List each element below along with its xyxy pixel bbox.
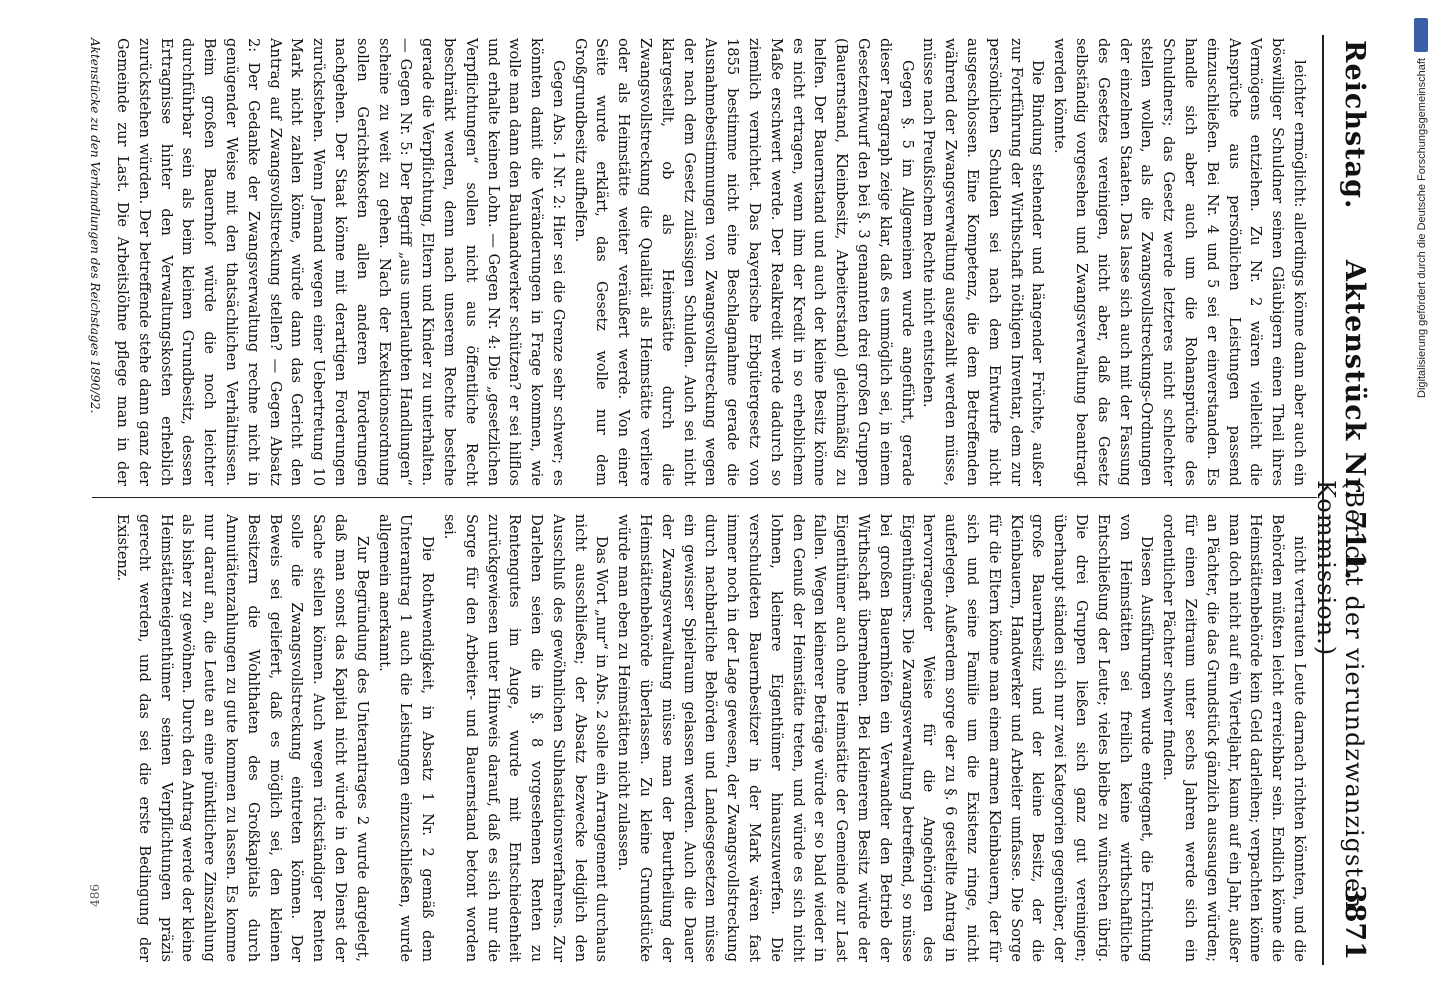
right-paragraph: Das Wort „nur“ in Abs. 2 solle ein Arrangement durchaus nicht ausschließen; der Absatz bezwecke lediglich den Ausschluß des gewöhnlichen Subhastationsverfahrens. Zur Darlehen seien die in §. 8 vorgesehenen Renten zu Rentengutes im Auge, wurde mit Entschiedenheit zurückgewiesen unter Hinweis darauf, daß es sich nur die Sorge für den Arbeiter- und Bauernstand betont worden sei. bbox=[440, 514, 611, 962]
header-page-number: 3871 bbox=[1339, 884, 1370, 960]
page-mark: 486 bbox=[88, 884, 102, 907]
header-aktenstueck: Aktenstück Nr. 711. bbox=[1339, 260, 1370, 581]
right-paragraph: Zur Begründung des Unterantrages 2 wurde dargelegt, daß man sonst das Kapital nicht würde in den Dienst der Sache stellen können. Auch wegen rückständiger Renten solle die Zwangsvollstreckung eintreten können. Der Beweis sei geliefert, daß es möglich sei, den kleinen Besitzern die Wohlthaten des Großkapitals durch Annuitätenzahlungen zu gute kommen zu lassen. Es komme nur darauf an, die Leute an eine pünktlichere Zinszahlung als bisher zu gewöhnen. Durch den Antrag werde der kleine Heimstätteneigenthümer seinen Verpflichtungen präzis gerecht werden, und das sei die erste Bedingung der Existenz. bbox=[113, 514, 371, 962]
right-paragraph: Die Rothwendigkeit, in Absatz 1 Nr. 2 gemäß dem Unterantrag 1 auch die Leistungen einzuschließen, wurde allgemein anerkannt. bbox=[375, 514, 437, 962]
left-paragraph: leichter ermöglicht: allerdings könne dann aber auch ein böswilliger Schuldner seinen Gläubigern einen Theil ihres Vermögens entziehen. Zu Nr. 2 wären vielleicht die Ansprüche aus persönlichen Leistungen passend einzuschließen. Bei Nr. 4 und 5 sei er einverstanden. Es handle sich aber auch um die Rohansprüche des Schuldners; das Gesetz werde letzteres nicht schlechter stellen wollen, als die Zwangsvollstreckungs-Ordnungen der einzelnen Staaten. Das lasse sich auch mit der Fassung des Gesetzes vereinigen, nicht aber, daß das Gesetz selbständig vorgesehen und Zwangsverwaltung beantragt werden könnte. bbox=[1051, 38, 1308, 486]
header-reichstag: Reichstag. bbox=[1339, 40, 1370, 210]
header-bericht: (Bericht der vierundzwanzigsten Kommission.) bbox=[1312, 480, 1368, 910]
page-header bbox=[1312, 40, 1370, 960]
dfg-credit-text: Digitalisierung gefördert durch die Deutsche Forschungsgemeinschaft bbox=[1416, 58, 1428, 398]
right-column bbox=[110, 514, 1310, 962]
column-rule bbox=[92, 497, 1317, 498]
right-paragraph: Diesen Ausführungen wurde entgegnet, die Errichtung von Heimstätten sei freilich keine wirthschaftliche Entschließung der Leute; vieles bleibe zu wünschen übrig. Die drei Gruppen ließen sich ganz gut vereinigen; überhaupt ständen sich nur zwei Kategorien gegenüber, der große Bauernbesitz und der kleine Besitz, der die Kleinbauern, Handwerker und Arbeiter umfasse. Die Sorge für die Eltern könne man einem armen Kleinbauern, der für sich und seine Familie um die Existenz ringe, nicht auferlegen. Außerdem sorge der zu §. 6 gestellte Antrag in hervorragender Weise für die Angehörigen des Eigenthümers. Die Zwangsverwaltung betreffend, so müsse bei großen Bauernhöfen ein Verwandter den Betrieb der Wirthschaft übernehmen. Bei kleinerem Besitz würde der Eigenthümer auch ohne Heimstätte der Gemeinde zur Last fallen. Wegen kleinerer Beträge würde er so bald wieder in den Genuß der Heimstätte treten, und würde es sich nicht lohnen, kleinere Eigenthümer hinauszuwerfen. Die verschuldeten Bauernbesitzer in der Mark wären fast immer noch in der Lage gewesen, der Zwangsvollstreckung durch nachbarliche Behörden und Landesgesetzen müsse ein gewisser Spielraum gelassen werden. Auch die Dauer der Zwangsverwaltung müsse man der Beurtheilung der Heimstättenbehörde überlassen. Zu kleine Grundstücke würde man eben zu Heimstätten nicht zulassen. bbox=[615, 514, 1156, 962]
right-paragraph: nicht vertrauten Leute darnach richten könnten, und die Behörden müßten leicht erreichbar sein. Endlich könne die Heimstättenbehörde kein Geld darleihen; verpachten könne man doch nicht auf ein Vierteljahr, kaum auf ein Jahr, außer an Pächter, die das Grundstück gänzlich aussaugen würden; für einen Zeitraum unter sechs Jahren werde sich ein ordentlicher Pächter schwer finden. bbox=[1160, 514, 1308, 962]
left-paragraph: Die Bindung stehender und hängender Früchte, außer zur Fortführung der Wirthschaft nöthigen Inventar, dem zur persönlichen Schulden sei nach dem Entwurfe nicht ausgeschlossen. Eine Kompetenz, die dem Betreffenden während der Zwangsverwaltung ausgezahlt werden müsse, müsse nach Preußischem Rechte nicht entstehen. bbox=[920, 38, 1047, 486]
right-paragraph bbox=[110, 514, 111, 962]
dfg-logo bbox=[1414, 18, 1428, 52]
footnote: Aktenstücke zu den Verhandlungen des Reichstages 1890/92. bbox=[88, 38, 102, 414]
header-rule bbox=[1322, 35, 1324, 965]
left-column bbox=[110, 38, 1310, 486]
dfg-sidebar bbox=[1414, 18, 1428, 798]
left-paragraph: Gegen §. 5 im Allgemeinen wurde angeführt, gerade dieser Paragraph zeige klar, daß es unmöglich sei, in einem Gesetzentwurf den bei §. 3 genannten drei großen Gruppen (Bauernstand, Kleinbesitz, Arbeiterstand) gleichmäßig zu helfen. Der Bauernstand und auch der kleine Besitz könne es nicht ertragen, wenn ihm der Kredit in so erheblichem Maße erschwert werde. Der Realkredit werde dadurch so ziemlich vernichtet. Das bayerische Erbgütergesetz von 1855 bestimme nicht eine Beschlagnahme gerade die Ausnahmebestimmungen von Zwangsvollstreckung wegen der nach dem Gesetz zulässigen Schulden. Auch sei nicht klargestellt, ob als Heimstätte durch die Zwangsvollstreckung die Qualität als Heimstätte verliere oder als Heimstätte weiter veräußert werde. Von einer Seite wurde erklärt, das Gesetz wolle nur dem Großgrundbesitz aufhelfen. bbox=[571, 38, 916, 486]
left-paragraph: Gegen Abs. 1 Nr. 2: Hier sei die Grenze sehr schwer; es könnten damit die Veränderungen in Frage kommen, wie wolle man dann den Bauhandwerker schützen? er sei hilflos und erhalte keinen Lohn. — Gegen Nr. 4: Die „gesetzlichen Verpflichtungen“ sollen nicht aus öffentliche Recht beschränkt werden, denn nach unserem Rechte bestehe gerade die Verpflichtung, Eltern und Kinder zu unterhalten. — Gegen Nr. 5: Der Begriff „aus unerlaubten Handlungen“ scheine zu weit zu gehen. Nach der Exekutionsordnung sollen Gerichtskosten allen anderen Forderungen nachgehen. Der Staat könne mit derartigen Forderungen zurückstehen. Wenn Jemand wegen einer Uebertretung 10 Mark nicht zahlen könne, würde dann das Gericht den Antrag auf Zwangsvollstreckung stellen? — Gegen Absatz 2: Der Gedanke der Zwangsverwaltung rechne nicht in genügender Weise mit den thatsächlichen Verhältnissen. Beim großen Bauernhof würde die noch leichter durchführbar sein als beim kleinen Grundbesitz, dessen Ertragnisse hinter den Verwaltungskosten erheblich zurückstehen würden. Der betreffende stehe dann ganz der Gemeinde zur Last. Die Arbeitslöhne pflege man in der bbox=[113, 38, 567, 486]
